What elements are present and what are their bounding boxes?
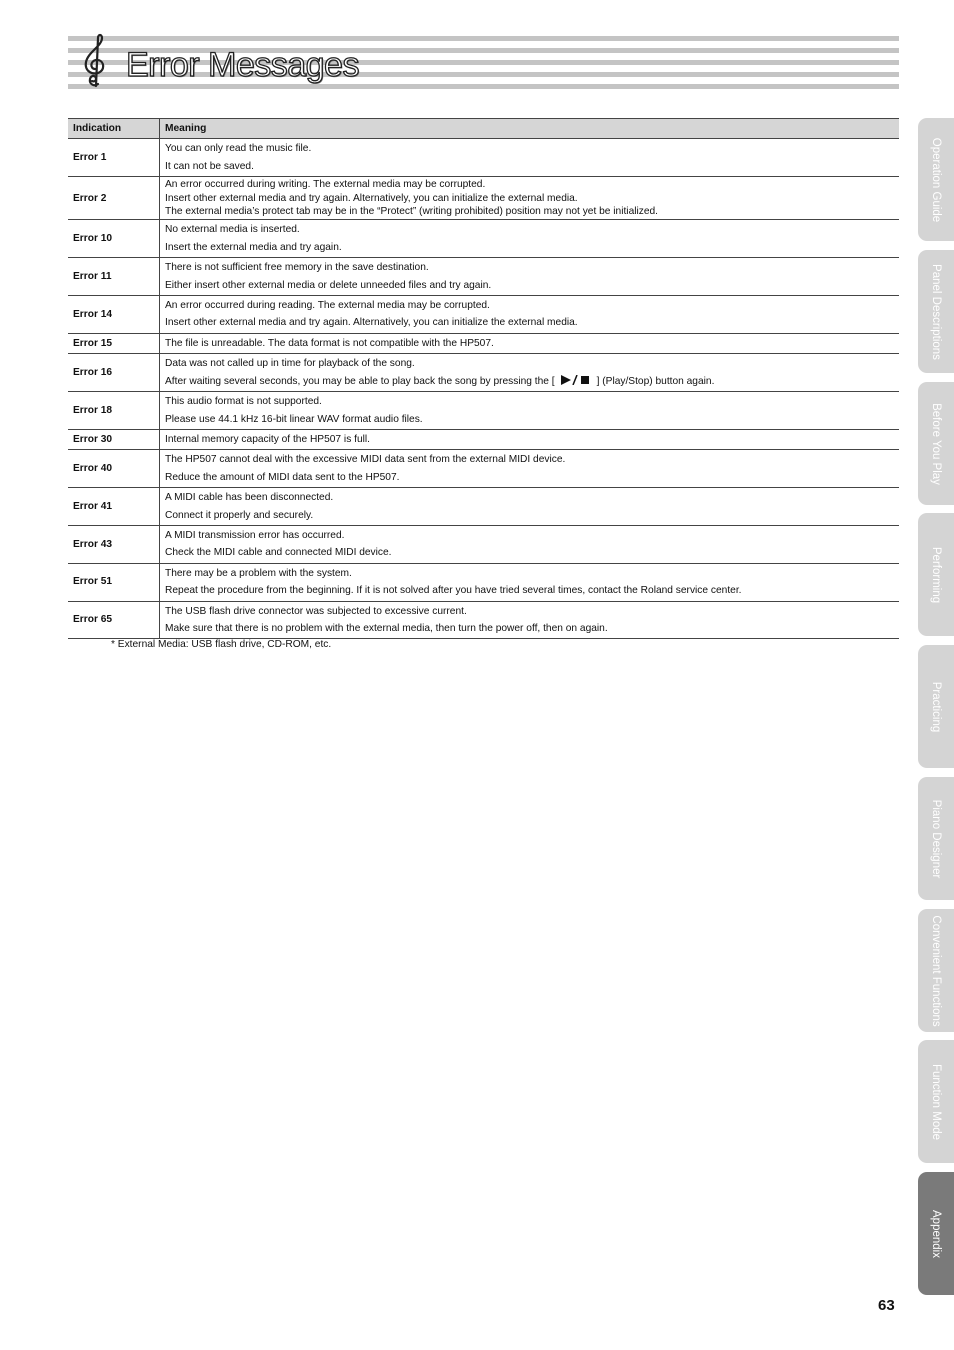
side-tab-function-mode[interactable] <box>918 1040 954 1163</box>
meaning-line: The external media’s protect tab may be in the “Protect” (writing prohibited) position may not yet be initialized. <box>165 206 659 218</box>
meaning-text: ] (Play/Stop) button again. <box>596 375 715 387</box>
error-indication: Error 10 <box>68 220 160 258</box>
side-tab-label: Operation Guide <box>930 137 942 222</box>
error-meaning <box>160 139 900 177</box>
error-indication: Error 15 <box>68 333 160 353</box>
error-indication: Error 41 <box>68 488 160 526</box>
error-meaning <box>160 488 900 526</box>
table-row <box>68 392 899 430</box>
side-tab-label: Convenient Functions <box>930 914 942 1027</box>
treble-clef-icon <box>76 32 116 88</box>
table-row <box>68 563 899 601</box>
side-tab-label: Performing <box>930 546 942 603</box>
side-tab-operation-guide[interactable] <box>918 118 954 241</box>
table-row <box>68 177 899 220</box>
meaning-line: No external media is inserted. <box>165 224 300 236</box>
footnote: * External Media: USB flash drive, CD-ROM, etc. <box>111 639 332 650</box>
error-indication: Error 18 <box>68 392 160 430</box>
error-messages-table <box>68 118 899 639</box>
side-tab-performing[interactable] <box>918 513 954 636</box>
error-meaning <box>160 258 900 296</box>
column-header-indication: Indication <box>68 119 160 139</box>
error-meaning <box>160 429 900 449</box>
meaning-line: Check the MIDI cable and connected MIDI device. <box>165 547 392 559</box>
meaning-line: Connect it properly and securely. <box>165 509 314 521</box>
meaning-line: There may be a problem with the system. <box>165 567 352 579</box>
table-row <box>68 488 899 526</box>
side-tab-label: Piano Designer <box>930 799 942 878</box>
meaning-text: After waiting several seconds, you may be able to play back the song by pressing the [ <box>165 375 555 387</box>
meaning-line: An error occurred during reading. The external media may be corrupted. <box>165 300 490 312</box>
page-header <box>68 36 899 90</box>
error-indication: Error 30 <box>68 429 160 449</box>
play-stop-icon <box>559 375 593 385</box>
meaning-line: Please use 44.1 kHz 16-bit linear WAV format audio files. <box>165 413 423 425</box>
header-stripe <box>68 36 899 41</box>
side-tab-piano-designer[interactable] <box>918 777 954 900</box>
meaning-line: Make sure that there is no problem with the external media, then turn the power off, then on again. <box>165 622 608 634</box>
meaning-line: A MIDI transmission error has occurred. <box>165 529 345 541</box>
side-tab-appendix[interactable] <box>918 1172 954 1295</box>
error-meaning <box>160 296 900 334</box>
meaning-line: Internal memory capacity of the HP507 is full. <box>165 433 370 445</box>
meaning-line: The HP507 cannot deal with the excessive MIDI data sent from the external MIDI device. <box>165 454 566 466</box>
meaning-line: Insert other external media and try again. Alternatively, you can initialize the external media. <box>165 192 578 204</box>
meaning-line: The file is unreadable. The data format is not compatible with the HP507. <box>165 337 494 349</box>
side-tab-label: Appendix <box>930 1209 942 1258</box>
meaning-line: The USB flash drive connector was subjected to excessive current. <box>165 605 467 617</box>
error-meaning <box>160 392 900 430</box>
error-indication: Error 43 <box>68 525 160 563</box>
error-indication: Error 65 <box>68 601 160 639</box>
meaning-line: A MIDI cable has been disconnected. <box>165 492 334 504</box>
side-tab-label: Practicing <box>930 681 942 732</box>
error-meaning <box>160 563 900 601</box>
error-meaning <box>160 354 900 392</box>
page-number: 63 <box>878 1297 895 1314</box>
meaning-line: It can not be saved. <box>165 160 254 172</box>
table-row <box>68 429 899 449</box>
column-header-meaning: Meaning <box>160 119 900 139</box>
table-row <box>68 601 899 639</box>
meaning-line: You can only read the music file. <box>165 143 312 155</box>
meaning-line: Insert other external media and try again. Alternatively, you can initialize the external media. <box>165 317 578 329</box>
error-indication: Error 51 <box>68 563 160 601</box>
error-indication: Error 40 <box>68 450 160 488</box>
table-row <box>68 296 899 334</box>
page-title: Error Messages <box>126 46 359 84</box>
error-meaning <box>160 220 900 258</box>
error-meaning <box>160 525 900 563</box>
meaning-line: Insert the external media and try again. <box>165 241 342 253</box>
side-tab-label: Function Mode <box>930 1063 942 1140</box>
side-tab-panel-descriptions[interactable] <box>918 250 954 373</box>
meaning-line <box>165 373 894 390</box>
error-indication: Error 11 <box>68 258 160 296</box>
meaning-line: Repeat the procedure from the beginning. If it is not solved after you have tried several times, contact the Roland service center. <box>165 585 742 597</box>
table-row <box>68 333 899 353</box>
error-indication: Error 14 <box>68 296 160 334</box>
table-row <box>68 220 899 258</box>
side-tab-convenient-functions[interactable] <box>918 909 954 1032</box>
error-indication: Error 1 <box>68 139 160 177</box>
meaning-line: An error occurred during writing. The external media may be corrupted. <box>165 179 486 191</box>
meaning-line: Either insert other external media or delete unneeded files and try again. <box>165 279 492 291</box>
table-row <box>68 525 899 563</box>
side-tab-label: Panel Descriptions <box>930 263 942 360</box>
table-row <box>68 354 899 392</box>
side-tab-label: Before You Play <box>930 402 942 485</box>
table-header-row <box>68 119 899 139</box>
error-indication: Error 2 <box>68 177 160 220</box>
error-meaning <box>160 601 900 639</box>
meaning-line: There is not sufficient free memory in the save destination. <box>165 262 429 274</box>
table-row <box>68 258 899 296</box>
meaning-line: This audio format is not supported. <box>165 396 322 408</box>
error-meaning <box>160 333 900 353</box>
meaning-line: Data was not called up in time for playback of the song. <box>165 358 415 370</box>
table-row <box>68 450 899 488</box>
side-tab-practicing[interactable] <box>918 645 954 768</box>
error-indication: Error 16 <box>68 354 160 392</box>
side-tab-before-you-play[interactable] <box>918 382 954 505</box>
table-row <box>68 139 899 177</box>
meaning-line: Reduce the amount of MIDI data sent to the HP507. <box>165 471 400 483</box>
error-meaning <box>160 177 900 220</box>
error-meaning <box>160 450 900 488</box>
